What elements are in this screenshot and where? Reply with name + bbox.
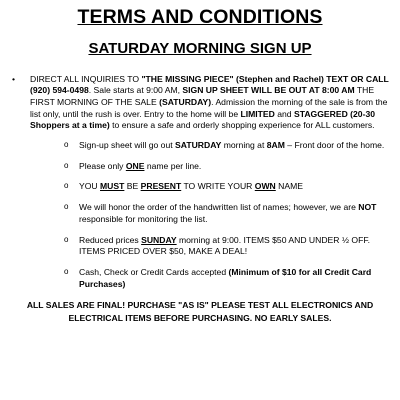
list-item-inquiries bbox=[9, 74, 391, 291]
circle-bullet-icon: o bbox=[64, 234, 69, 244]
text: – Front door of the home. bbox=[284, 140, 385, 151]
emphasis: OWN bbox=[254, 181, 276, 192]
text: THE FIRST MORNING OF THE SALE bbox=[30, 85, 375, 108]
page-title: TERMS AND CONDITIONS bbox=[77, 6, 323, 28]
signup-time: SIGN UP SHEET WILL BE OUT AT 8:00 AM bbox=[182, 85, 355, 96]
footer-notice: ALL SALES ARE FINAL! PURCHASE "AS IS" PLEASE TEST ALL ELECTRONICS AND ELECTRICAL ITEMS BEFORE PURCHASING. NO EARLY SALES. bbox=[26, 300, 374, 324]
text: Reduced prices bbox=[79, 234, 142, 245]
sub-item-one-name bbox=[30, 161, 391, 173]
emphasis: NOT bbox=[358, 202, 377, 213]
text: TO WRITE YOUR bbox=[181, 181, 255, 192]
circle-bullet-icon: o bbox=[64, 160, 69, 170]
emphasis: SUNDAY bbox=[141, 234, 177, 245]
sub-item-reduced-prices bbox=[30, 235, 391, 258]
emphasis: MUST bbox=[100, 181, 125, 192]
text: BE bbox=[124, 181, 141, 192]
circle-bullet-icon: o bbox=[64, 140, 69, 150]
terms-list bbox=[9, 74, 391, 291]
emphasis: (Minimum of $10 for all Credit Card Purchases) bbox=[79, 266, 372, 289]
day-label: (SATURDAY) bbox=[159, 97, 212, 108]
text: responsible for monitoring the list. bbox=[79, 213, 208, 224]
text: We will honor the order of the handwritten list of names; however, we are bbox=[79, 202, 359, 213]
text: Sign-up sheet will go out bbox=[79, 140, 176, 151]
text: Cash, Check or Credit Cards accepted bbox=[79, 266, 229, 277]
circle-bullet-icon: o bbox=[64, 181, 69, 191]
text: Please only bbox=[79, 160, 126, 171]
text: . Admission the morning of the sale is from the list only, until the rush is over. Entry to the home will be bbox=[30, 97, 388, 119]
emphasis: ONE bbox=[125, 160, 145, 171]
bullet-icon: • bbox=[12, 73, 16, 84]
text: name per line. bbox=[144, 160, 202, 171]
emphasis: SATURDAY bbox=[175, 140, 222, 151]
sub-list bbox=[30, 140, 391, 290]
staggered-label: STAGGERED (20-30 Shoppers at a time) bbox=[30, 108, 376, 131]
text: . Sale starts at 9:00 AM, bbox=[88, 85, 183, 96]
text: DIRECT ALL INQUIRIES TO bbox=[30, 73, 142, 84]
text: morning at 9:00. ITEMS $50 AND UNDER ½ OFF. ITEMS PRICED OVER $50, MAKE A DEAL! bbox=[79, 234, 371, 257]
emphasis: PRESENT bbox=[140, 181, 182, 192]
text: to ensure a safe and orderly shopping experience for ALL customers. bbox=[109, 120, 375, 131]
emphasis: 8AM bbox=[266, 140, 285, 151]
contact-info: "THE MISSING PIECE" (Stephen and Rachel) TEXT OR CALL (920) 594-0498 bbox=[30, 73, 389, 96]
text: morning at bbox=[221, 140, 267, 151]
sub-item-list-order bbox=[30, 202, 391, 225]
sub-item-signup-sheet bbox=[30, 140, 391, 152]
text: YOU bbox=[79, 181, 101, 192]
limited-label: LIMITED bbox=[240, 108, 275, 119]
text: and bbox=[274, 108, 294, 119]
page-subtitle: SATURDAY MORNING SIGN UP bbox=[88, 40, 312, 58]
circle-bullet-icon: o bbox=[64, 202, 69, 212]
sub-item-payment bbox=[30, 267, 391, 290]
circle-bullet-icon: o bbox=[64, 266, 69, 276]
sub-item-must-be-present bbox=[30, 181, 391, 193]
text: NAME bbox=[275, 181, 303, 192]
